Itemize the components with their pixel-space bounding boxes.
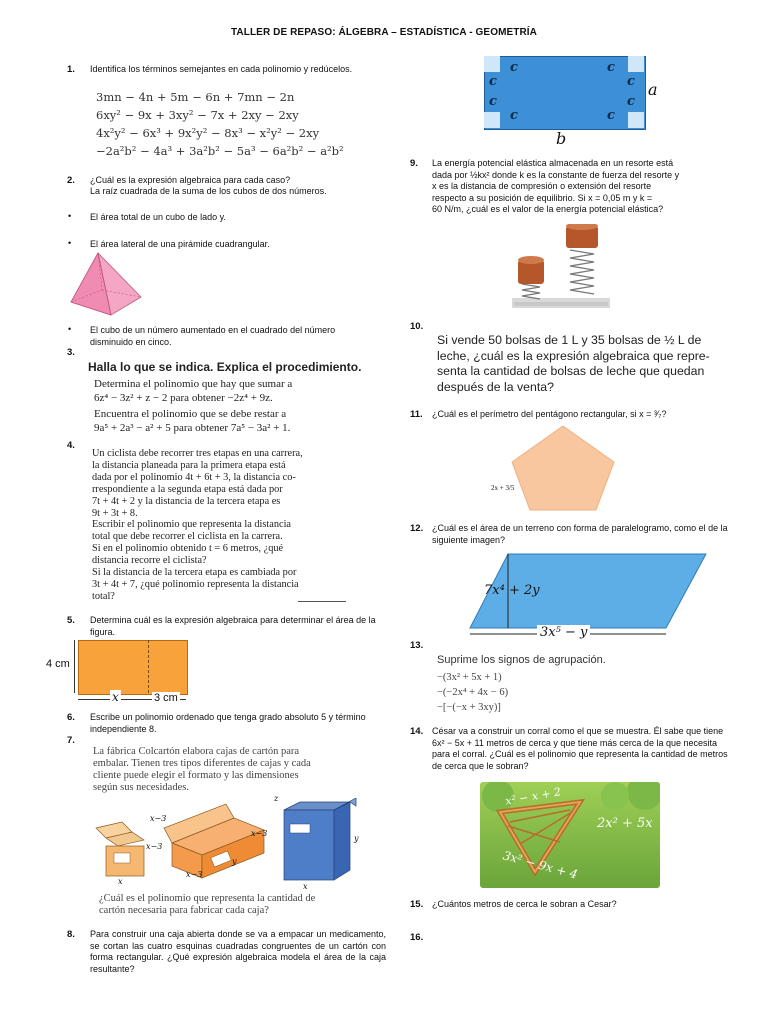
q11-number: 11.: [410, 409, 423, 420]
pentagon-side-label: 2x + 3/5: [491, 484, 515, 492]
label-height: 4 cm: [46, 658, 70, 670]
q5-number: 5.: [67, 615, 75, 626]
bullet-icon: •: [68, 238, 72, 248]
q10-text: Si vende 50 bolsas de 1 L y 35 bolsas de ½ L de leche, ¿cuál es la expresión algebraica que repre- senta la cantidad de bolsas de leche que quedan después de la venta?: [437, 333, 710, 394]
q3-heading: Halla lo que se indica. Explica el procedimiento.: [88, 360, 362, 374]
box-label: x−3: [251, 829, 268, 838]
q1-poly-2: 6xy² − 9x + 3xy² − 7x + 2xy − 2xy: [96, 108, 299, 122]
box-label: x−3: [150, 814, 167, 823]
answer-line: [298, 601, 346, 602]
box-label: x: [303, 882, 308, 891]
area-rectangle-figure: [78, 640, 188, 695]
box-label: x−3: [186, 870, 203, 879]
corral-label-top: x² − x + 2: [504, 785, 562, 808]
q12-text: ¿Cuál es el área de un terreno con forma de paralelogramo, como el de la siguiente imagen?: [432, 523, 728, 545]
label-x: x: [112, 690, 119, 704]
q2-text-1: ¿Cuál es la expresión algebraica para cada caso?: [90, 175, 291, 185]
q2-bullet-2: El área lateral de una pirámide cuadrangular.: [90, 239, 270, 249]
q12-number: 12.: [410, 523, 424, 534]
corner-label: c: [627, 94, 635, 109]
q15-number: 15.: [410, 899, 424, 910]
q1-poly-3: 4x²y² − 6x³ + 9x²y² − 8x³ − x²y² − 2xy: [96, 126, 320, 140]
q7-question: ¿Cuál es el polinomio que representa la cantidad de cartón necesaria para fabricar cada caja?: [99, 893, 316, 916]
q2-bullet-1: El área total de un cubo de lado y.: [90, 212, 226, 222]
bullet-icon: •: [68, 211, 72, 221]
q11-text: ¿Cuál es el perímetro del pentágono rectangular, si x = ³⁄₇?: [432, 409, 667, 419]
q7-number: 7.: [67, 735, 75, 746]
springs-figure: [512, 224, 612, 310]
q9-number: 9.: [410, 158, 418, 169]
open-box-figure: [484, 56, 646, 130]
label-width: 3 cm: [154, 692, 178, 704]
q7-text: La fábrica Colcartón elabora cajas de cartón para embalar. Tienen tres tipos diferentes de cajas y cada cliente puede elegir el formato y las dimensiones según sus necesidades.: [93, 746, 311, 793]
q3-line-3: Encuentra el polinomio que se debe restar a: [94, 408, 287, 420]
cardboard-boxes-figure: [94, 798, 364, 893]
corner-square: [628, 56, 644, 72]
q9-text: La energía potencial elástica almacenada en un resorte está dada por ½kx² donde k es la constante de fuerza del resorte y x es la distancia de compresión o extensión del resorte respecto a su posición de equilibrio. Si x = 0,05 m y k = 60 N/m, ¿cuál es el valor de la energía potencial elástica?: [432, 158, 680, 214]
dimension-line: [74, 640, 75, 693]
pentagon-figure: [508, 424, 618, 514]
q5-text: Determina cuál es la expresión algebraica para determinar el área de la figura.: [90, 615, 376, 637]
corral-label-right: 2x² + 5x: [597, 816, 653, 831]
q13-items: −(3x² + 5x + 1) −(−2x⁴ + 4x − 6) −[−(−x + 3xy)]: [437, 672, 509, 713]
q4-number: 4.: [67, 440, 75, 451]
q13-number: 13.: [410, 640, 424, 651]
corner-label: c: [627, 74, 635, 89]
corner-label: c: [607, 60, 615, 75]
corner-label: c: [510, 108, 518, 123]
q1-number: 1.: [67, 64, 75, 75]
pyramid-figure: [66, 250, 146, 320]
q6-number: 6.: [67, 712, 75, 723]
corner-square: [484, 56, 500, 72]
parallelogram-height-label: 7x⁴ + 2y: [484, 583, 540, 598]
corner-square: [628, 112, 644, 128]
box-label: y: [354, 834, 359, 843]
q1-poly-4: −2a²b² − 4a³ + 3a²b² − 5a³ − 6a²b² − a²b²: [96, 144, 344, 158]
corner-label: c: [607, 108, 615, 123]
q3-line-2: 6z⁴ − 3z² + z − 2 para obtener −2z⁴ + 9z.: [94, 392, 273, 404]
q14-number: 14.: [410, 726, 424, 737]
rectangle-divider: [148, 640, 149, 693]
q2-text-2: La raíz cuadrada de la suma de los cubos de dos números.: [90, 186, 327, 196]
q10-number: 10.: [410, 321, 424, 332]
corner-label: c: [489, 74, 497, 89]
box-label: z: [274, 794, 279, 803]
q3-line-4: 9a⁵ + 2a³ − a² + 5 para obtener 7a⁵ − 3a² + 1.: [94, 422, 291, 434]
q3-number: 3.: [67, 347, 75, 358]
parallelogram-base-label: 3x⁵ − y: [537, 625, 590, 640]
q2-number: 2.: [67, 175, 75, 186]
q15-text: ¿Cuántos metros de cerca le sobran a Cesar?: [432, 899, 617, 909]
bullet-icon: •: [68, 324, 72, 334]
q1-poly-1: 3mn − 4n + 5m − 6n + 7mn − 2n: [96, 90, 295, 104]
box-label: y: [232, 857, 237, 866]
box-label: x: [118, 877, 123, 886]
side-label-b: b: [556, 129, 567, 148]
q16-number: 16.: [410, 932, 424, 943]
q6-text: Escribe un polinomio ordenado que tenga grado absoluto 5 y término independiente 8.: [90, 712, 366, 734]
q2-bullet-3: El cubo de un número aumentado en el cuadrado del número disminuido en cinco.: [90, 325, 336, 347]
q3-line-1: Determina el polinomio que hay que sumar a: [94, 378, 293, 390]
corral-label-bottom: 3x² − 9x + 4: [501, 848, 580, 882]
corner-square: [484, 112, 500, 128]
q1-text: Identifica los términos semejantes en cada polinomio y redúcelos.: [90, 64, 353, 74]
box-label: x−3: [146, 842, 163, 851]
page-title: TALLER DE REPASO: ÁLGEBRA – ESTADÍSTICA - GEOMETRÍA: [230, 27, 538, 38]
q13-heading: Suprime los signos de agrupación.: [437, 654, 606, 666]
q14-text: César va a construir un corral como el que se muestra. Él sabe que tiene 6x² − 5x + 11 metros de cerca y que tiene más cerca de la que necesita para el corral. ¿Cuál es el polinomio que representa la cantidad de metros de cerca que le sobran?: [432, 726, 728, 771]
q4-text: Un ciclista debe recorrer tres etapas en una carrera, la distancia planeada para la primera etapa está dada por el polinomio 4t + 6t + 3, la distancia co- rrespondiente a la segunda etapa está dada por 7t + 4t + 2 y la distancia de la tercera etapa es 9t + 3t + 8. Escribir el polinomio que representa la distancia total que debe recorrer el ciclista en la carrera. Si en el polinomio obtenido t = 6 metros, ¿qué distancia recorre el ciclista? Si la distancia de la tercera etapa es cambiada por 3t + 4t + 7, ¿qué polinomio representa la distancia total?: [92, 448, 303, 602]
q8-number: 8.: [67, 929, 75, 940]
corner-label: c: [510, 60, 518, 75]
side-label-a: a: [648, 80, 658, 99]
q8-text: Para construir una caja abierta donde se va a empacar un medicamento, se cortan las cuatro esquinas cuadradas congruentes de un cartón con forma rectangular. ¿Qué expresión algebraica modela el área de la caja resultante?: [90, 929, 386, 974]
corner-label: c: [489, 94, 497, 109]
